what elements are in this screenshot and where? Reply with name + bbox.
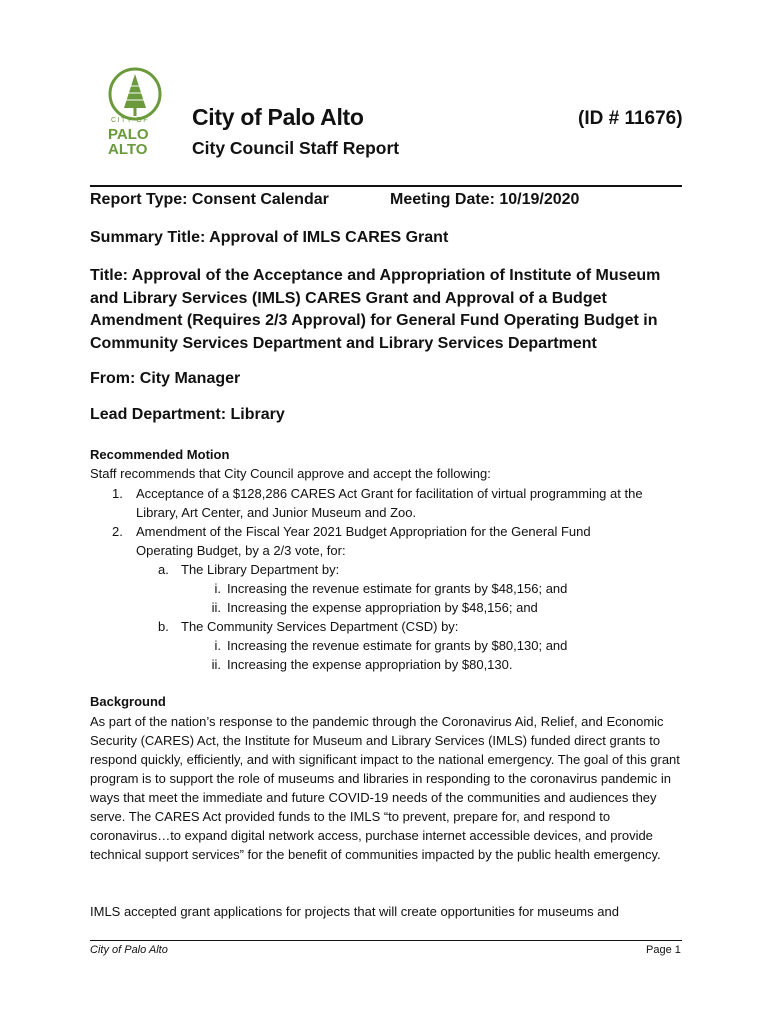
report-id: (ID # 11676): [578, 108, 683, 129]
logo-text-mid: PALO: [108, 126, 149, 143]
footer-city: City of Palo Alto: [90, 944, 168, 956]
meeting-date: Meeting Date: 10/19/2020: [390, 191, 580, 208]
sub-list-text: The Community Services Department (CSD) by:: [181, 619, 459, 634]
subsub-list-num: i.: [214, 638, 221, 653]
logo-text-top: CITY OF: [111, 117, 149, 124]
list-item-text: Library, Art Center, and Junior Museum and Zoo.: [136, 505, 417, 520]
list-item-text: Operating Budget, by a 2/3 vote, for:: [136, 543, 346, 558]
page-number: Page 1: [646, 944, 681, 956]
motion-heading: Recommended Motion: [90, 447, 230, 462]
lead-department: Lead Department: Library: [90, 406, 285, 423]
list-num: 1.: [112, 486, 123, 501]
logo-text-bottom: ALTO: [108, 141, 148, 158]
city-title: City of Palo Alto: [192, 104, 364, 130]
report-title: Title: Approval of the Acceptance and Appropriation of Institute of Museum and Library Services (IMLS) CARES Grant and Approval of a Budget Amendment (Requires 2/3 Approval) for General Fund Operating Budget in Community Services Department and Library Services Department: [90, 267, 661, 352]
subsub-list-num: ii.: [211, 600, 221, 615]
list-num: 2.: [112, 524, 123, 539]
subsub-list-num: ii.: [211, 657, 221, 672]
header-divider: [90, 185, 682, 187]
sub-list-num: b.: [158, 619, 169, 634]
motion-intro: Staff recommends that City Council approve and accept the following:: [90, 466, 491, 481]
subsub-list-text: Increasing the revenue estimate for grants by $48,156; and: [227, 581, 568, 596]
subsub-list-text: Increasing the expense appropriation by $80,130.: [227, 657, 513, 672]
list-item-text: Acceptance of a $128,286 CARES Act Grant for facilitation of virtual programming at the: [136, 486, 643, 501]
from-line: From: City Manager: [90, 370, 241, 387]
subsub-list-text: Increasing the expense appropriation by $48,156; and: [227, 600, 538, 615]
list-item-text: Amendment of the Fiscal Year 2021 Budget Appropriation for the General Fund: [136, 524, 591, 539]
report-name: City Council Staff Report: [192, 138, 400, 158]
summary-title: Summary Title: Approval of IMLS CARES Grant: [90, 229, 449, 246]
sub-list-text: The Library Department by:: [181, 562, 340, 577]
report-type: Report Type: Consent Calendar: [90, 191, 329, 208]
background-paragraph: As part of the nation’s response to the pandemic through the Coronavirus Aid, Relief, and Economic Security (CARES) Act, the Institute for Museum and Library Services (IMLS) funded direct grants to respond quickly, efficiently, and with significant impact to the national emergency. The goal of this grant program is to support the role of museums and libraries in responding to the coronavirus pandemic in ways that meet the immediate and future COVID-19 needs of the communities and audiences they serve. The CARES Act provided funds to the IMLS “to prevent, prepare for, and respond to coronavirus…to expand digital network access, purchase internet accessible devices, and provide technical support services” for the benefit of communities impacted by the public health emergency.: [90, 714, 680, 862]
background-heading: Background: [90, 694, 166, 709]
footer-divider: [90, 940, 682, 941]
subsub-list-num: i.: [214, 581, 221, 596]
sub-list-num: a.: [158, 562, 169, 577]
background-paragraph-2: IMLS accepted grant applications for projects that will create opportunities for museums and: [90, 904, 619, 919]
subsub-list-text: Increasing the revenue estimate for grants by $80,130; and: [227, 638, 568, 653]
